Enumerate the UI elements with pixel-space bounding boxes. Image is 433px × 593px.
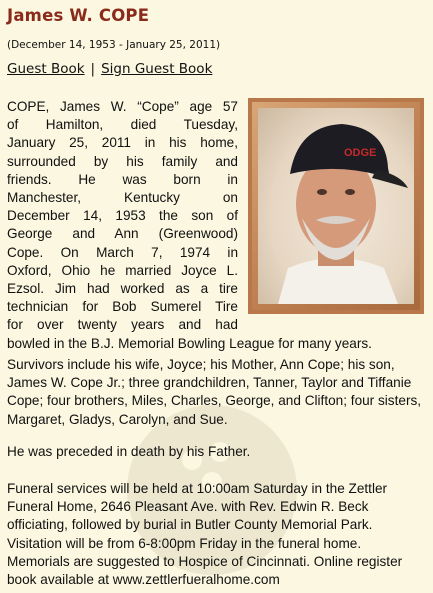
guest-book-link[interactable]: Guest Book bbox=[7, 61, 85, 77]
text-line: Cope. On March 7, 1974 in bbox=[7, 244, 238, 260]
text-line: Funeral Home, 2646 Pleasant Ave. with Rev. Edwin R. Beck bbox=[7, 499, 369, 515]
text-line: and Tiffanie Cope; four brothers, Miles, Charles, George, and bbox=[7, 375, 412, 409]
text-line: for over twenty years and had bbox=[7, 317, 238, 333]
guest-book-links bbox=[7, 61, 212, 77]
text-line: Survivors include his wife, Joyce; his Mother, Ann Cope; his bbox=[7, 357, 366, 372]
text-line: register book available at www.zettlerfueralhome.com bbox=[7, 553, 403, 588]
text-line: technician for Bob Sumerel Tire bbox=[7, 299, 238, 315]
text-line: Memorials are suggested to Hospice of Cincinnati. Online bbox=[7, 553, 354, 569]
deceased-name: James W. COPE bbox=[7, 6, 150, 25]
obituary-paragraph-survivors bbox=[7, 356, 425, 429]
sign-guest-book-link[interactable]: Sign Guest Book bbox=[101, 61, 213, 77]
text-line: bowled in the B.J. Memorial Bowling League for many years. bbox=[7, 335, 372, 351]
text-line: Ezsol. Jim had worked as a tire bbox=[7, 281, 238, 297]
text-line: Visitation will be from 6-8:00pm Friday in the funeral home. bbox=[7, 535, 362, 551]
text-line: son, James W. Cope Jr.; three grandchildren, Tanner, Taylor bbox=[7, 357, 395, 391]
text-line: Funeral services will be held at 10:00am Saturday in the Zettler bbox=[7, 481, 388, 496]
text-line: December 14, 1953 the son of bbox=[7, 208, 238, 224]
text-line: Clifton; four sisters, Margaret, Gladys, Carolyn, and Sue. bbox=[7, 393, 422, 427]
text-line: friends. He was born in bbox=[7, 171, 238, 187]
life-dates: (December 14, 1953 - January 25, 2011) bbox=[7, 39, 221, 51]
text-line: officiating, followed by burial in Butler County Memorial Park. bbox=[7, 517, 373, 533]
text-line: surrounded by his family and bbox=[7, 153, 238, 169]
text-line: Manchester, Kentucky on bbox=[7, 190, 238, 206]
text-line: January 25, 2011 in his home, bbox=[7, 135, 238, 151]
obituary-paragraph-1 bbox=[7, 98, 425, 353]
text-line: Oxford, Ohio he married Joyce L. bbox=[7, 262, 238, 278]
svg-text:ODGE: ODGE bbox=[344, 147, 377, 159]
text-line: COPE, James W. “Cope” age 57 bbox=[7, 99, 238, 114]
obituary-paragraph-services bbox=[7, 480, 425, 589]
text-line: George and Ann (Greenwood) bbox=[7, 226, 238, 242]
text-line: of Hamilton, died Tuesday, bbox=[7, 117, 238, 133]
obituary-paragraph-preceded: He was preceded in death by his Father. bbox=[7, 444, 251, 459]
link-separator: | bbox=[90, 61, 96, 77]
